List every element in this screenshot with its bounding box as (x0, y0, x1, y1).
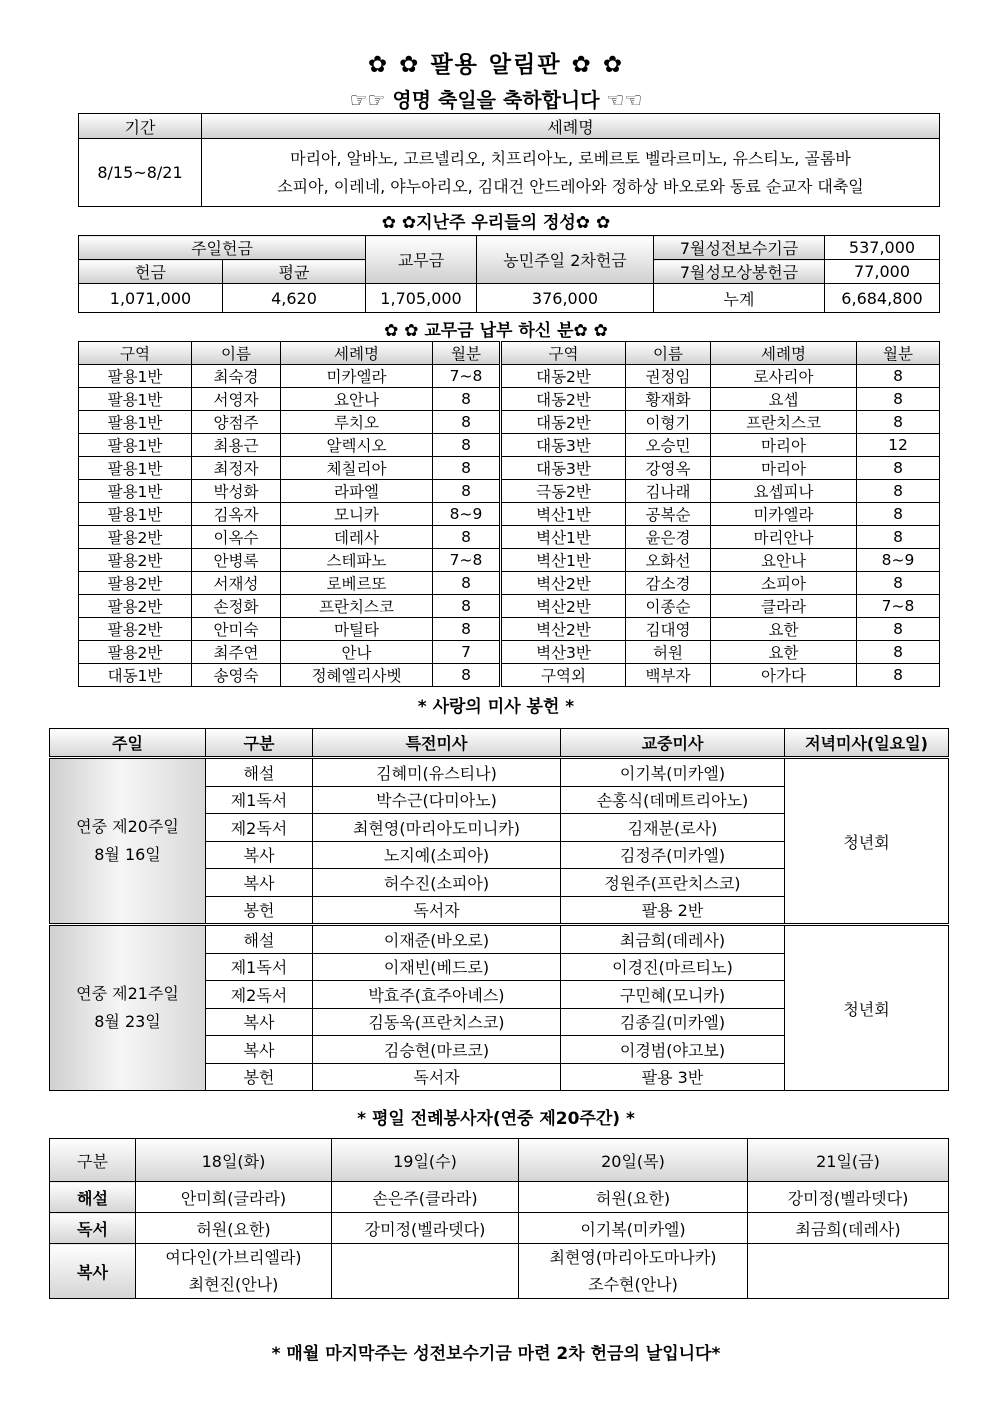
tithe-cell: 팔용2반 (79, 595, 192, 618)
tithe-cell: 대동2반 (501, 411, 626, 434)
tithe-cell: 최용근 (192, 434, 281, 457)
tithe-cell: 팔용1반 (79, 411, 192, 434)
tithe-cell: 김나래 (626, 480, 711, 503)
weekday-cell: 최금희(데레사) (748, 1213, 949, 1244)
mass-cell: 김종길(미카엘) (561, 1008, 785, 1036)
weekday-cell: 손은주(클라라) (332, 1182, 519, 1213)
tithe-cell: 정혜엘리사벳 (281, 664, 433, 687)
mass-cell: 이기복(미카엘) (561, 758, 785, 787)
tithe-cell: 강영옥 (626, 457, 711, 480)
tithe-cell: 데레사 (281, 526, 433, 549)
mass-cell: 박효주(효주아녜스) (313, 981, 561, 1009)
tithe-cell: 8~9 (857, 549, 940, 572)
mass-role: 해설 (206, 758, 313, 787)
tithe-row (79, 595, 940, 618)
tithe-cell: 서재성 (192, 572, 281, 595)
tithe-cell: 양점주 (192, 411, 281, 434)
mass-sunday-cell (50, 925, 206, 1091)
tithe-header-cell: 월분 (857, 342, 940, 365)
tithe-cell: 대동2반 (501, 388, 626, 411)
total-label: 누계 (654, 284, 825, 313)
tithe-cell: 구역외 (501, 664, 626, 687)
tithe-row (79, 664, 940, 687)
mass-role: 복사 (206, 1036, 313, 1064)
mass-cell: 독서자 (313, 1063, 561, 1091)
mass-cell: 박수근(다미아노) (313, 786, 561, 814)
tithe-row (79, 411, 940, 434)
mass-role: 해설 (206, 925, 313, 954)
tithe-cell: 팔용2반 (79, 618, 192, 641)
mass-cell: 김정주(미카엘) (561, 841, 785, 869)
mass-row (50, 758, 949, 787)
tithe-cell: 8 (857, 365, 940, 388)
tithe-cell: 미카엘라 (711, 503, 857, 526)
weekday-header-type: 구분 (50, 1139, 136, 1182)
offering-table (78, 235, 940, 313)
tithe-cell: 대동3반 (501, 434, 626, 457)
tithe-row (79, 549, 940, 572)
mass-role: 제2독서 (206, 981, 313, 1009)
tithe-cell: 모니카 (281, 503, 433, 526)
tithe-cell: 마리안나 (711, 526, 857, 549)
mass-cell: 김동욱(프란치스코) (313, 1008, 561, 1036)
tithe-cell: 요안나 (281, 388, 433, 411)
tithe-cell: 7~8 (433, 549, 501, 572)
feast-table (78, 113, 940, 207)
mass-cell: 정원주(프란치스코) (561, 869, 785, 897)
tithe-row (79, 434, 940, 457)
farm-offering-header: 농민주일 2차헌금 (477, 236, 654, 284)
feast-period-header: 기간 (79, 114, 202, 139)
feast-period: 8/15~8/21 (79, 139, 202, 207)
mass-cell: 김혜미(유스티나) (313, 758, 561, 787)
tithe-cell: 벽산1반 (501, 549, 626, 572)
tithe-cell: 미카엘라 (281, 365, 433, 388)
sunday-offering-header: 주일헌금 (79, 236, 366, 260)
mass-cell: 김승현(마르코) (313, 1036, 561, 1064)
mass-cell: 허수진(소피아) (313, 869, 561, 897)
mass-table (49, 728, 949, 1091)
tithe-cell: 벽산2반 (501, 572, 626, 595)
tithe-cell: 8 (857, 388, 940, 411)
mass-cell: 구민혜(모니카) (561, 981, 785, 1009)
mass-section-title: * 사랑의 미사 봉헌 * (417, 697, 575, 717)
tithe-cell: 7~8 (433, 365, 501, 388)
mass-role: 제1독서 (206, 953, 313, 981)
mass-cell: 팔용 2반 (561, 896, 785, 925)
fund1-value: 537,000 (825, 236, 940, 260)
tithe-cell: 요셉 (711, 388, 857, 411)
mass-header-cell: 저녁미사(일요일) (785, 729, 949, 758)
tithe-cell: 허원 (626, 641, 711, 664)
tithe-cell: 8 (433, 664, 501, 687)
mass-cell: 이경범(야고보) (561, 1036, 785, 1064)
tithe-row (79, 503, 940, 526)
tithe-cell: 대동3반 (501, 457, 626, 480)
tithe-header-cell: 세례명 (281, 342, 433, 365)
weekday-cell: 최현진(안나) (188, 1275, 279, 1294)
tithe-row (79, 641, 940, 664)
tithe-cell: 김옥자 (192, 503, 281, 526)
tithe-cell: 박성화 (192, 480, 281, 503)
tithe-cell: 소피아 (711, 572, 857, 595)
tithe-row (79, 365, 940, 388)
cash-header: 헌금 (79, 260, 223, 284)
tithe-cell: 로베르또 (281, 572, 433, 595)
mass-cell: 노지예(소피아) (313, 841, 561, 869)
tithe-cell: 요한 (711, 618, 857, 641)
tithe-cell: 라파엘 (281, 480, 433, 503)
mass-sunday-cell (50, 758, 206, 925)
page-subtitle: ☞☞ 영명 축일을 축하합니다 ☜☜ (349, 88, 643, 112)
tithe-cell: 대동2반 (501, 365, 626, 388)
tithe-cell: 스테파노 (281, 549, 433, 572)
fund1-label: 7월성전보수기금 (654, 236, 825, 260)
tithe-cell: 팔용2반 (79, 572, 192, 595)
tithe-cell: 안병록 (192, 549, 281, 572)
tithe-cell: 8 (433, 434, 501, 457)
tithe-row (79, 572, 940, 595)
tithe-cell: 프란치스코 (281, 595, 433, 618)
tithe-cell: 8 (433, 411, 501, 434)
mass-cell: 이경진(마르티노) (561, 953, 785, 981)
tithe-cell: 김대영 (626, 618, 711, 641)
tithe-cell: 8 (857, 618, 940, 641)
tithe-cell: 팔용1반 (79, 434, 192, 457)
tithe-cell: 팔용1반 (79, 388, 192, 411)
tithe-cell: 최주연 (192, 641, 281, 664)
tithe-row (79, 388, 940, 411)
weekday-header-day: 18일(화) (136, 1139, 332, 1182)
tithe-cell: 클라라 (711, 595, 857, 618)
weekday-table (49, 1138, 949, 1299)
tithe-cell: 마리아 (711, 434, 857, 457)
tithe-cell: 8 (857, 457, 940, 480)
offering-section-title: ✿ ✿지난주 우리들의 정성✿ ✿ (381, 213, 611, 233)
tithe-cell: 벽산1반 (501, 526, 626, 549)
tithe-cell: 8 (433, 388, 501, 411)
tithe-cell: 손정화 (192, 595, 281, 618)
tithe-cell: 팔용1반 (79, 365, 192, 388)
tithe-cell: 8 (857, 480, 940, 503)
tithe-cell: 벽산3반 (501, 641, 626, 664)
tithe-header-cell: 구역 (79, 342, 192, 365)
mass-evening-cell: 청년회 (785, 758, 949, 925)
mass-role: 봉헌 (206, 1063, 313, 1091)
mass-header-cell: 구분 (206, 729, 313, 758)
tithe-cell: 팔용1반 (79, 503, 192, 526)
avg-header: 평균 (223, 260, 366, 284)
tithe-cell: 루치오 (281, 411, 433, 434)
tithe-header-cell: 구역 (501, 342, 626, 365)
mass-row (50, 925, 949, 954)
tithe-header-cell: 이름 (626, 342, 711, 365)
weekday-row-label: 독서 (50, 1213, 136, 1244)
footer-note: * 매월 마지막주는 성전보수기금 마련 2차 헌금의 날입니다* (271, 1344, 721, 1364)
tithe-cell: 마틸타 (281, 618, 433, 641)
mass-sunday-name: 연중 제20주일 (76, 817, 179, 836)
mass-cell: 김재분(로사) (561, 814, 785, 842)
tithe-cell: 8 (433, 618, 501, 641)
tithe-cell: 로사리아 (711, 365, 857, 388)
mass-cell: 최현영(마리아도미니카) (313, 814, 561, 842)
tithe-cell: 프란치스코 (711, 411, 857, 434)
tithe-cell: 오승민 (626, 434, 711, 457)
weekday-cell: 안미희(글라라) (136, 1182, 332, 1213)
tithe-cell: 8 (433, 572, 501, 595)
tithe-cell: 벽산1반 (501, 503, 626, 526)
mass-cell: 팔용 3반 (561, 1063, 785, 1091)
weekday-cell: 강미정(벨라뎃다) (332, 1213, 519, 1244)
weekday-header-day: 21일(금) (748, 1139, 949, 1182)
tithe-cell: 최숙경 (192, 365, 281, 388)
feast-names-header: 세례명 (202, 114, 940, 139)
tithe-cell: 안미숙 (192, 618, 281, 641)
mass-cell: 손홍식(데메트리아노) (561, 786, 785, 814)
tithe-cell: 8 (857, 572, 940, 595)
farm-value: 376,000 (477, 284, 654, 313)
tithe-table (78, 341, 940, 687)
tithe-cell: 팔용2반 (79, 526, 192, 549)
tithe-cell: 이종순 (626, 595, 711, 618)
tithe-header-cell: 세례명 (711, 342, 857, 365)
weekday-cell: 여다인(가브리엘라) (165, 1248, 302, 1267)
tithe-cell: 백부자 (626, 664, 711, 687)
tithe-row (79, 457, 940, 480)
weekday-header-day: 19일(수) (332, 1139, 519, 1182)
tithe-cell: 8~9 (433, 503, 501, 526)
tithe-cell: 7~8 (857, 595, 940, 618)
tithe-cell: 8 (433, 595, 501, 618)
tithe-cell: 체칠리아 (281, 457, 433, 480)
tithe-cell: 팔용1반 (79, 480, 192, 503)
tithe-cell: 팔용2반 (79, 549, 192, 572)
tithe-cell: 대동1반 (79, 664, 192, 687)
tithe-cell: 마리아 (711, 457, 857, 480)
tithe-cell: 감소경 (626, 572, 711, 595)
mass-cell: 이재준(바오로) (313, 925, 561, 954)
mass-cell: 최금희(데레사) (561, 925, 785, 954)
mass-cell: 이재빈(베드로) (313, 953, 561, 981)
tithe-cell: 요안나 (711, 549, 857, 572)
weekday-cell (748, 1244, 949, 1299)
page-title: ✿ ✿ 팔용 알림판 ✿ ✿ (367, 52, 625, 78)
tithe-cell: 12 (857, 434, 940, 457)
weekday-cell (332, 1244, 519, 1299)
mass-sunday-date: 8월 16일 (94, 845, 161, 864)
tithe-cell: 오화선 (626, 549, 711, 572)
tithe-cell: 서영자 (192, 388, 281, 411)
tithe-header-cell: 월분 (433, 342, 501, 365)
tithe-cell: 최정자 (192, 457, 281, 480)
tithe-header-cell: 이름 (192, 342, 281, 365)
mass-sunday-date: 8월 23일 (94, 1012, 161, 1031)
mass-role: 봉헌 (206, 896, 313, 925)
weekday-cell: 강미정(벨라뎃다) (748, 1182, 949, 1213)
tithe-cell: 안나 (281, 641, 433, 664)
tithe-cell: 송영숙 (192, 664, 281, 687)
mass-role: 제1독서 (206, 786, 313, 814)
tithe-cell: 알렉시오 (281, 434, 433, 457)
tithe-cell: 8 (433, 526, 501, 549)
mass-role: 복사 (206, 1008, 313, 1036)
tithe-cell: 윤은경 (626, 526, 711, 549)
tithe-cell: 7 (433, 641, 501, 664)
tithe-cell: 황재화 (626, 388, 711, 411)
tithe-cell: 이옥수 (192, 526, 281, 549)
tithe-cell: 벽산2반 (501, 595, 626, 618)
feast-names-line2: 소피아, 이레네, 야누아리오, 김대건 안드레아와 정하상 바오로와 동료 순교자 대축일 (277, 176, 864, 196)
tithe-value: 1,705,000 (366, 284, 477, 313)
tithe-cell: 권정임 (626, 365, 711, 388)
tithe-section-title: ✿ ✿ 교무금 납부 하신 분✿ ✿ (384, 321, 608, 341)
tithe-cell: 요셉피나 (711, 480, 857, 503)
mass-header-cell: 주일 (50, 729, 206, 758)
tithe-cell: 벽산2반 (501, 618, 626, 641)
weekday-cell: 허원(요한) (519, 1182, 748, 1213)
tithe-header: 교무금 (366, 236, 477, 284)
tithe-cell: 팔용1반 (79, 457, 192, 480)
mass-header-cell: 교중미사 (561, 729, 785, 758)
tithe-cell: 공복순 (626, 503, 711, 526)
tithe-cell: 팔용2반 (79, 641, 192, 664)
tithe-row (79, 618, 940, 641)
tithe-cell: 8 (433, 457, 501, 480)
weekday-row-label: 복사 (50, 1244, 136, 1299)
mass-evening-cell: 청년회 (785, 925, 949, 1091)
weekday-cell: 조수현(안나) (588, 1275, 678, 1294)
tithe-cell: 아가다 (711, 664, 857, 687)
tithe-cell: 8 (857, 411, 940, 434)
weekday-cell: 최현영(마리아도마나카) (549, 1248, 717, 1267)
weekday-cell: 이기복(미카엘) (519, 1213, 748, 1244)
feast-names-line1: 마리아, 알바노, 고르넬리오, 치프리아노, 로베르토 벨라르미노, 유스티노, 골롬바 (290, 148, 851, 168)
total-value: 6,684,800 (825, 284, 940, 313)
tithe-cell: 8 (857, 664, 940, 687)
weekday-header-day: 20일(목) (519, 1139, 748, 1182)
tithe-cell: 8 (857, 641, 940, 664)
fund2-label: 7월성모상봉헌금 (654, 260, 825, 284)
avg-value: 4,620 (223, 284, 366, 313)
tithe-cell: 8 (857, 503, 940, 526)
fund2-value: 77,000 (825, 260, 940, 284)
mass-role: 복사 (206, 841, 313, 869)
mass-cell: 독서자 (313, 896, 561, 925)
cash-value: 1,071,000 (79, 284, 223, 313)
mass-sunday-name: 연중 제21주일 (76, 984, 179, 1003)
mass-header-cell: 특전미사 (313, 729, 561, 758)
mass-role: 제2독서 (206, 814, 313, 842)
tithe-cell: 요한 (711, 641, 857, 664)
weekday-row-label: 해설 (50, 1182, 136, 1213)
weekday-section-title: * 평일 전례봉사자(연중 제20주간) * (357, 1109, 635, 1129)
weekday-cell: 허원(요한) (136, 1213, 332, 1244)
tithe-cell: 8 (433, 480, 501, 503)
tithe-row (79, 480, 940, 503)
tithe-cell: 이형기 (626, 411, 711, 434)
tithe-row (79, 526, 940, 549)
tithe-cell: 극동2반 (501, 480, 626, 503)
mass-role: 복사 (206, 869, 313, 897)
tithe-cell: 8 (857, 526, 940, 549)
